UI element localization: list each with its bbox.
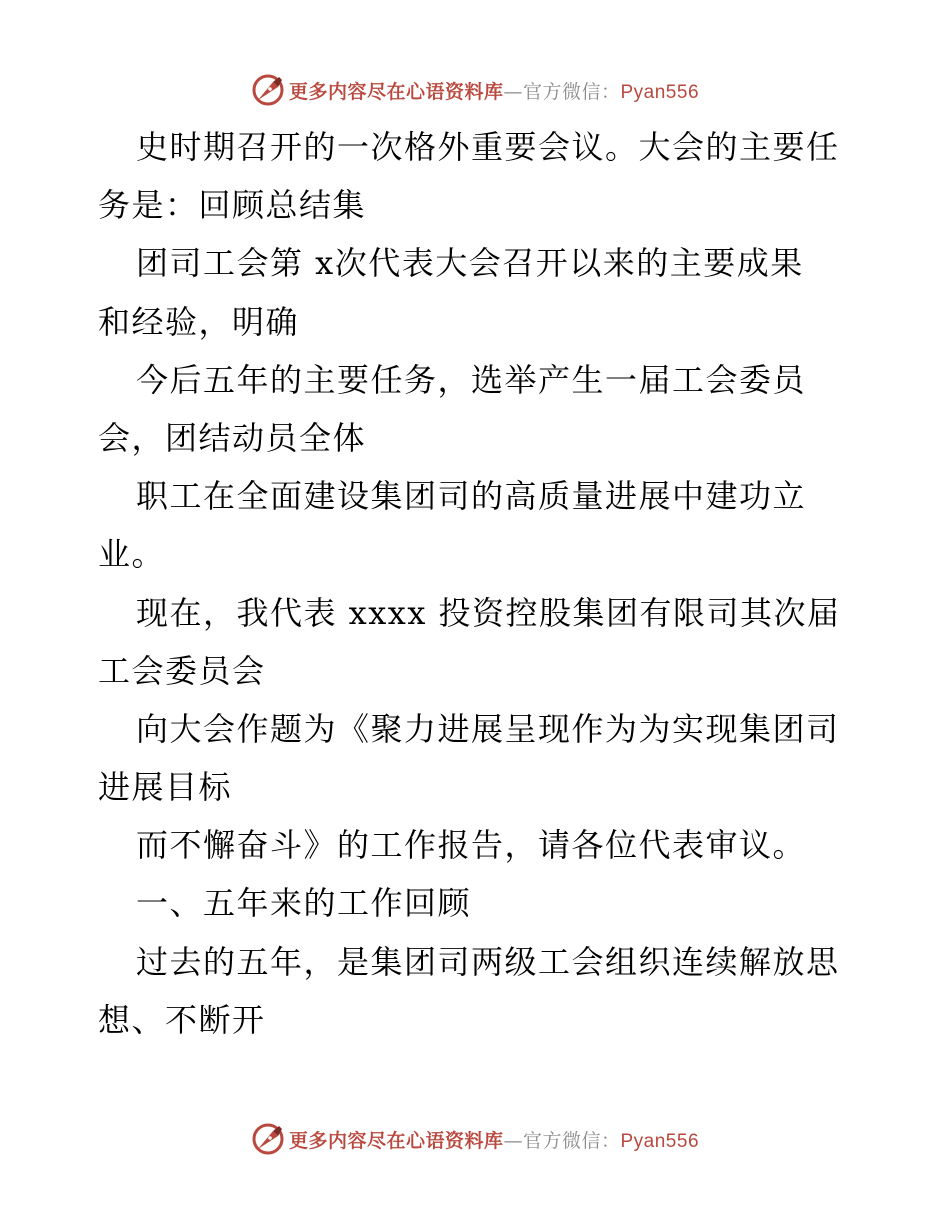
body-line: 过去的五年，是集团司两级工会组织连续解放思 bbox=[136, 942, 840, 981]
body-line: 史时期召开的一次格外重要会议。大会的主要任 bbox=[136, 128, 840, 166]
header-watermark-banner bbox=[0, 72, 950, 108]
body-line: 现在，我代表 xxxx 投资控股集团有限司其次届 bbox=[136, 593, 841, 632]
footer-watermark-banner bbox=[0, 1121, 950, 1157]
body-line: 进展目标 bbox=[98, 768, 233, 807]
header-site-text: 更多内容尽在心语资料库 bbox=[288, 80, 504, 103]
header-banner-text bbox=[289, 77, 699, 104]
body-line: 务是：回顾总结集 bbox=[98, 186, 367, 225]
header-dash: — bbox=[503, 80, 523, 103]
body-line: 会，团结动员全体 bbox=[98, 418, 367, 457]
footer-label-text: 官方微信： bbox=[522, 1129, 621, 1152]
body-line: 而不懈奋斗》的工作报告，请各位代表审议。 bbox=[136, 826, 807, 865]
body-line: 想、不断开 bbox=[98, 1000, 266, 1039]
body-line: 工会委员会 bbox=[98, 651, 266, 690]
body-line: 和经验，明确 bbox=[98, 302, 300, 341]
body-line: 今后五年的主要任务，选举产生一届工会委员 bbox=[136, 360, 807, 399]
header-label-text: 官方微信： bbox=[522, 80, 621, 103]
footer-dash: — bbox=[503, 1129, 523, 1152]
body-line: 业。 bbox=[98, 535, 166, 574]
footer-banner-text bbox=[289, 1126, 699, 1153]
header-wechat-id: Pyan556 bbox=[620, 81, 700, 103]
section-heading: 一、五年来的工作回顾 bbox=[136, 884, 472, 923]
footer-wechat-id: Pyan556 bbox=[620, 1130, 700, 1152]
document-body bbox=[98, 118, 858, 1049]
body-line: 向大会作题为《聚力进展呈现作为为实现集团司 bbox=[136, 709, 840, 748]
footer-site-text: 更多内容尽在心语资料库 bbox=[288, 1129, 504, 1152]
pen-nib-logo-icon bbox=[251, 1122, 285, 1156]
body-line: 职工在全面建设集团司的高质量进展中建功立 bbox=[136, 477, 807, 516]
body-line: 团司工会第 x次代表大会召开以来的主要成果 bbox=[136, 244, 804, 283]
pen-nib-logo-icon bbox=[251, 73, 285, 107]
